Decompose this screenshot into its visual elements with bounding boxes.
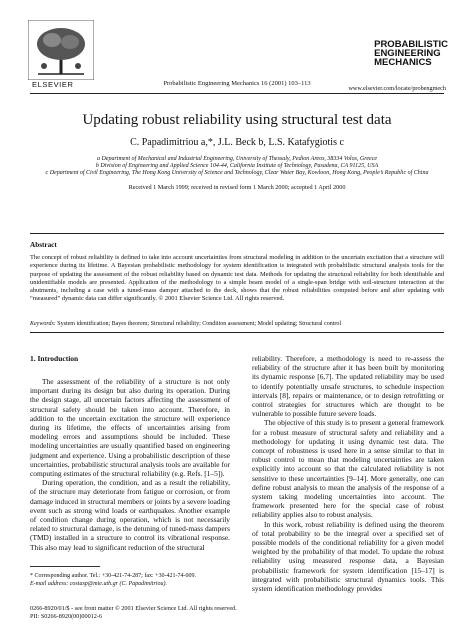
bottom-metadata [30, 605, 237, 620]
right-column [252, 354, 444, 593]
section-heading-introduction: 1. Introduction [30, 354, 79, 363]
footnote-corresponding-author: * Corresponding author. Tel.: +30-421-74-287; fax: +30-421-74-009. [30, 573, 197, 579]
received-dates: Received 1 March 1999; received in revised form 1 March 2000; accepted 1 April 2000 [128, 184, 346, 191]
affiliation-c: c Department of Civil Engineering, The Hong Kong University of Science and Technology, Clear Water Bay, Kowloon, Hong Kong, People’s Republic of China [45, 170, 429, 176]
journal-name-line-3: MECHANICS [374, 57, 432, 68]
header-rule [30, 93, 444, 94]
journal-name-line-2: ENGINEERING [374, 48, 441, 59]
abstract-text: The concept of robust reliability is defined to take into account uncertainties from structural modeling in addition to the uncertain excitation that a structure will experience during its lifetime. A Bayesian probabilistic methodology for system identification is integrated with probabilistic structural analysis tools for the purpose of updating the assessment of the robust reliability based on dynamic test data. Methods for updating the structural reliability for both identifiable and unidentifiable models are presented. Application of the methodology to a simple beam model of a single-span bridge with soil-structure interaction at the abutments, including a case with a tuned-mass damper attached to the deck, shows that the robust reliabilities computed before and after updating with “measured” dynamic data can differ significantly. © 2001 Elsevier Science Ltd. All rights reserved. [30, 254, 444, 303]
journal-url: www.elsevier.com/locate/probengmech [348, 85, 446, 92]
journal-name-line-1: PROBABILISTIC [374, 39, 448, 50]
affiliation-b: b Division of Engineering and Applied Science 104-44, California Institute of Technology, Pasadena, CA 91125, USA [95, 163, 379, 169]
paragraph: In this work, robust reliability is defined using the theorem of total probability to be the integral over a specified set of possible models of the conditional reliability for a given model weighted by the probability of that model. To update the robust reliability using measured response data, a Bayesian probabilistic framework for system identification [15–17] is integrated with probabilistic structural dynamics tools. This system identification methodology provides [252, 519, 444, 594]
journal-name [374, 40, 448, 67]
left-column [30, 377, 230, 552]
abstract-bottom-rule [30, 332, 444, 333]
abstract-heading: Abstract [30, 241, 57, 249]
article-title: Updating robust reliability using structural test data [82, 112, 392, 128]
pii-line: PII: S0266-8920(00)00012-6 [30, 612, 103, 620]
front-matter-line: 0266-8920/01/$ - see front matter © 2001 Elsevier Science Ltd. All rights reserved. [30, 605, 237, 612]
paragraph: reliability. Therefore, a methodology is need to re-assess the reliability of the structure after it has been built by monitoring its dynamic response [6,7]. The updated reliability may be used to identify potentially unsafe structures, to schedule inspection intervals [8], repairs or maintenance, or to design retrofitting or control strategies for structures which are thought to be vulnerable to possible future severe loads. [252, 354, 444, 419]
journal-citation: Probabilistic Engineering Mechanics 16 (2001) 103–113 [163, 80, 311, 87]
publisher-name: ELSEVIER [32, 80, 74, 89]
paragraph: The objective of this study is to present a general framework for a robust measure of structural safety and reliability and a methodology for updating it using dynamic test data. The concept of robustness is used here in a sense similar to that in robust control to mean that modeling uncertainties are taken explicitly into account so that the calculated reliability is not sensitive to these uncertainties [9–14]. More generally, one can define robust analysis to mean the analysis of the response of a system taking modeling uncertainties into account. The framework presented here for the special case of robust reliability applies also to robust analysis. [252, 418, 444, 520]
paragraph: During operation, the condition, and as a result the reliability, of the structure may deteriorate from fatigue or corrosion, or from damage induced in structural members or joints by a severe loading event such as strong wind loads or earthquakes. Another example of condition change during operation, which is not necessarily related to structural damage, is the detuning of tuned-mass dampers (TMD) installed in a structure to control its vibrational response. This also may lead to significant reduction of the structural [30, 478, 230, 552]
author-list: C. Papadimitriou a,*, J.L. Beck b, L.S. Katafygiotis c [130, 137, 344, 148]
keywords [30, 321, 444, 327]
abstract-top-rule [30, 233, 444, 234]
footnote-email: E-mail address: costasp@mie.uth.gr (C. Papadimitriou). [30, 580, 167, 587]
affiliation-a: a Department of Mechanical and Industrial Engineering, University of Thessaly, Pedion Areos, 38334 Volos, Greece [96, 156, 378, 162]
footnote [30, 573, 230, 588]
paragraph: The assessment of the reliability of a structure is not only important during its design but also during its operation. During the design stage, all uncertain factors affecting the assessment of structural safety should be taken into account. Therefore, in addition to the uncertain excitation the structure will experience during its lifetime, the effects of uncertainties arising from modeling errors and assumptions should be included. These modeling uncertainties are usually quantified based on engineering judgment and experience. Using a probabilistic description of these uncertainties, probabilistic structural analysis tools are available for computing estimates of the structural reliability (e.g. Refs. [1–5]). [30, 377, 230, 479]
footnote-rule [30, 566, 100, 567]
keywords-list: System identification; Bayes theorem; Structural reliability; Condition assessment; Model updating; Structural control [57, 321, 342, 327]
elsevier-tree-logo [28, 20, 94, 80]
keywords-label: Keywords: [30, 321, 56, 327]
